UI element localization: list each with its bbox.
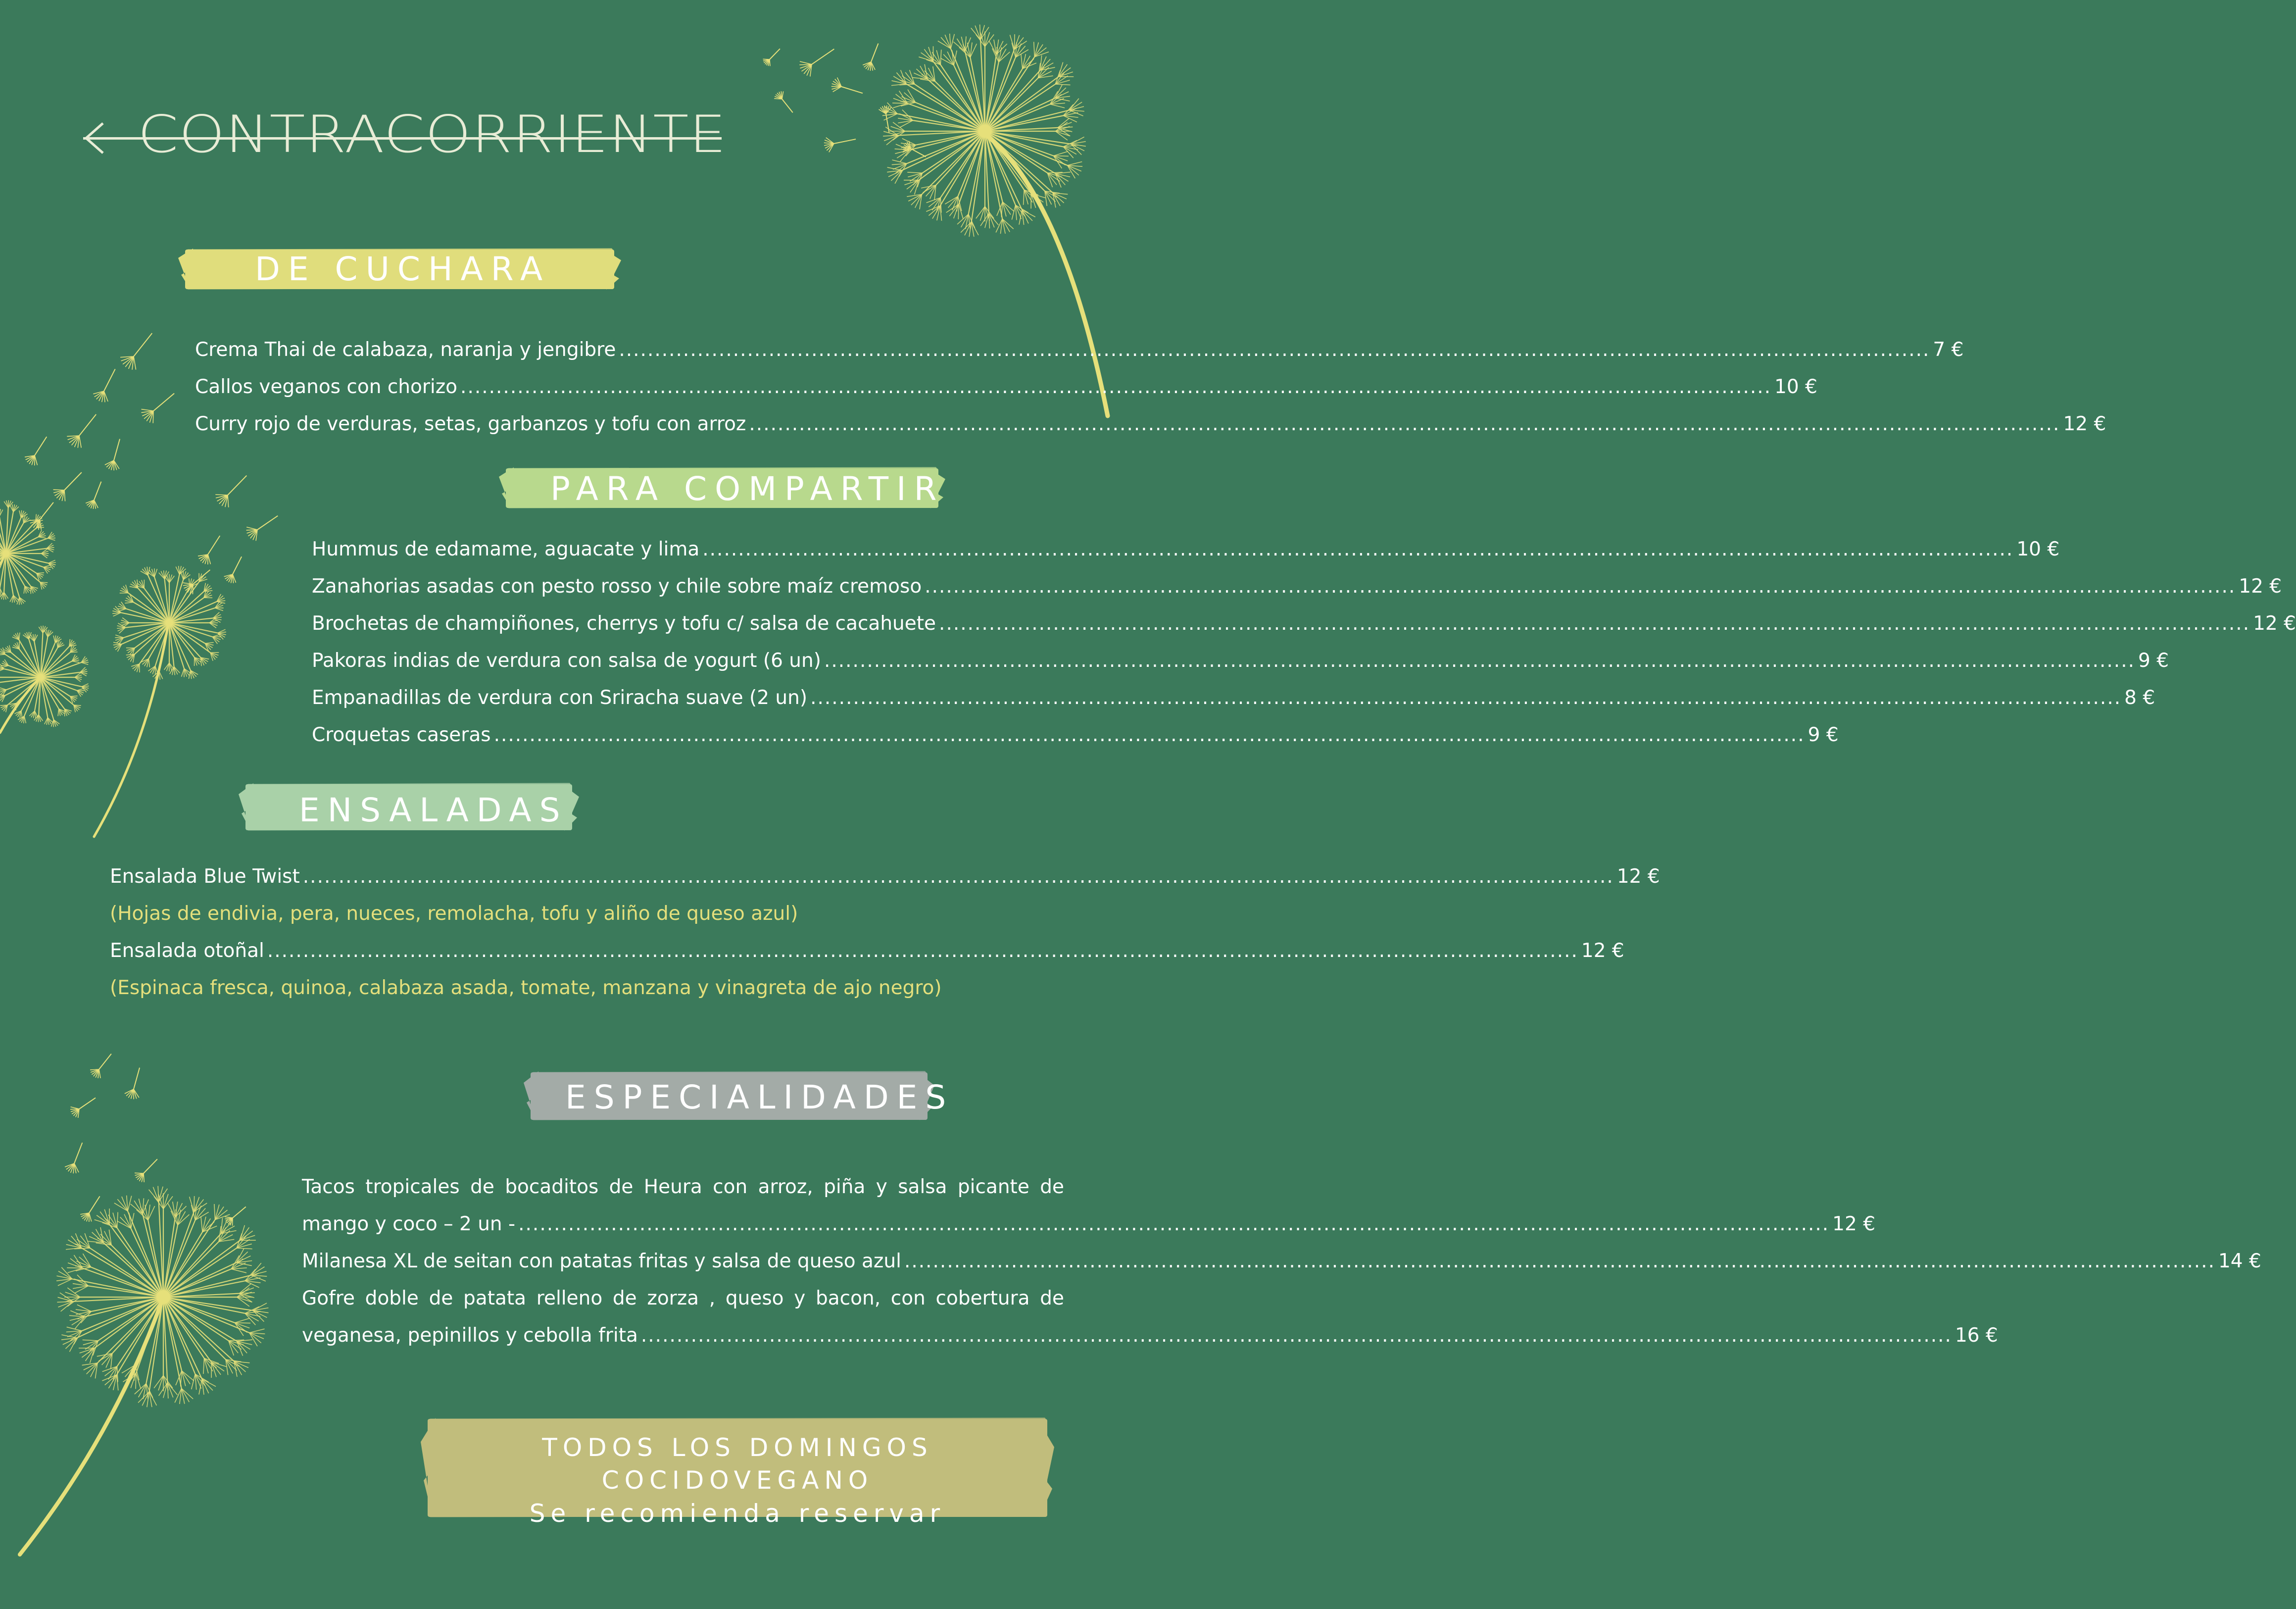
dandelion-seed — [879, 105, 891, 132]
banner-line-reservar: Se recomienda reservar — [529, 1499, 946, 1528]
menu-item — [302, 1249, 2261, 1274]
logo-text: CONTRACORRIENTE — [138, 104, 727, 164]
dandelion-seed — [90, 1054, 111, 1078]
item-price: 12 € — [2239, 575, 2282, 598]
leader-dots: ........................................................................................................................................................................................ — [810, 687, 2122, 709]
leader-dots: ........................................................................................................................................................................................ — [749, 413, 2060, 435]
item-name: Croquetas caseras — [312, 724, 491, 746]
dandelion-head — [0, 500, 56, 604]
item-name: Crema Thai de calabaza, naranja y jengibre — [195, 339, 616, 361]
item-name: mango y coco – 2 un - — [302, 1213, 516, 1235]
menu-item — [312, 723, 1839, 748]
leader-dots: ........................................................................................................................................................................................ — [939, 612, 2250, 635]
item-price: 7 € — [1933, 339, 1964, 361]
dandelion-seed — [93, 369, 115, 402]
menu-item — [302, 1212, 1876, 1237]
item-price: 8 € — [2124, 687, 2155, 709]
dandelion-seed — [224, 556, 242, 583]
leader-dots: ........................................................................................................................................................................................ — [518, 1213, 1830, 1235]
banner-line-cocido: COCIDOVEGANO — [601, 1466, 874, 1495]
dandelion-head — [882, 25, 1086, 237]
leader-dots: ........................................................................................................................................................................................ — [925, 575, 2236, 598]
item-price: 10 € — [2016, 538, 2060, 560]
item-name: Milanesa XL de seitan con patatas fritas y salsa de queso azul — [302, 1250, 901, 1272]
dandelion-head — [112, 566, 226, 680]
menu-item — [302, 1323, 1998, 1348]
item-name: Zanahorias asadas con pesto rosso y chile sobre maíz cremoso — [312, 575, 922, 598]
item-name: veganesa, pepinillos y cebolla frita — [302, 1324, 638, 1347]
dandelion-seed — [105, 439, 120, 471]
dandelion-seed — [120, 333, 152, 370]
item-price: 12 € — [2253, 612, 2296, 635]
dandelion-seed — [141, 394, 174, 423]
dandelion-seed — [831, 78, 863, 94]
dandelion-seed — [774, 91, 792, 112]
heading-para-compartir: PARA COMPARTIR — [550, 470, 945, 508]
item-price: 12 € — [1832, 1213, 1876, 1235]
leader-dots: ........................................................................................................................................................................................ — [267, 940, 1578, 962]
banner-line-domingos: TODOS LOS DOMINGOS — [542, 1433, 933, 1462]
menu-item — [312, 686, 2155, 710]
item-name: Pakoras indias de verdura con salsa de yogurt (6 un) — [312, 650, 821, 672]
heading-especialidades: ESPECIALIDADES — [565, 1078, 954, 1116]
dandelion-seed — [215, 476, 246, 507]
dandelion-seed — [198, 536, 220, 564]
item-price: 9 € — [2138, 650, 2169, 672]
menu-item — [195, 338, 1964, 362]
item-price: 10 € — [1774, 376, 1817, 398]
item-price: 14 € — [2218, 1250, 2261, 1272]
item-description: (Espinaca fresca, quinoa, calabaza asada, tomate, manzana y vinagreta de ajo negro) — [110, 977, 942, 999]
menu-item — [312, 611, 2296, 636]
dandelion-seed — [824, 138, 856, 152]
menu-item — [312, 537, 2060, 562]
dandelion-seed — [53, 472, 82, 501]
dandelion-stem — [20, 1297, 163, 1555]
heading-de-cuchara: DE CUCHARA — [255, 250, 551, 288]
leader-dots: ........................................................................................................................................................................................ — [619, 339, 1930, 361]
logo — [83, 101, 727, 176]
heading-ensaladas: ENSALADAS — [299, 791, 568, 829]
item-name: Empanadillas de verdura con Sriracha suave (2 un) — [312, 687, 808, 709]
item-price: 16 € — [1954, 1324, 1998, 1347]
item-name: Brochetas de champiñones, cherrys y tofu c/ salsa de cacahuete — [312, 612, 936, 635]
dandelion-seed — [799, 49, 834, 77]
leader-dots: ........................................................................................................................................................................................ — [824, 650, 2135, 672]
menu-item — [312, 574, 2282, 599]
dandelion-seed — [25, 437, 47, 465]
dandelion-seed — [125, 1068, 140, 1100]
dandelion-seed — [65, 1143, 82, 1173]
dandelion-seed — [763, 49, 780, 66]
item-price: 12 € — [1581, 940, 1624, 962]
dandelion-seed — [67, 414, 96, 448]
dandelion-seed — [863, 44, 878, 71]
dandelion-seed — [246, 516, 278, 541]
menu-item — [110, 864, 1660, 889]
leader-dots: ........................................................................................................................................................................................ — [493, 724, 1805, 746]
item-name-line: Gofre doble de patata relleno de zorza , queso y bacon, con cobertura de — [302, 1287, 1064, 1309]
dandelion-seed — [80, 1196, 99, 1222]
leader-dots: ........................................................................................................................................................................................ — [460, 376, 1772, 398]
item-name-line: Tacos tropicales de bocaditos de Heura con arroz, piña y salsa picante de — [302, 1176, 1064, 1198]
item-price: 12 € — [1616, 865, 1660, 888]
dandelion-seed — [135, 1159, 157, 1182]
item-price: 9 € — [1807, 724, 1839, 746]
item-name: Ensalada otoñal — [110, 940, 264, 962]
leader-dots: ........................................................................................................................................................................................ — [702, 538, 2014, 560]
menu-item — [195, 412, 2106, 437]
leader-dots: ........................................................................................................................................................................................ — [302, 865, 1614, 888]
item-name: Callos veganos con chorizo — [195, 376, 458, 398]
item-description: (Hojas de endivia, pera, nueces, remolacha, tofu y aliño de queso azul) — [110, 903, 798, 925]
dandelion-head — [56, 1186, 268, 1408]
dandelion-seed — [70, 1098, 96, 1117]
menu-item — [110, 939, 1624, 963]
menu-item — [312, 649, 2169, 673]
dandelion-seed — [86, 482, 101, 509]
leader-dots: ........................................................................................................................................................................................ — [904, 1250, 2215, 1272]
menu-item — [195, 375, 1817, 400]
item-name: Ensalada Blue Twist — [110, 865, 300, 888]
item-name: Curry rojo de verduras, setas, garbanzos y tofu con arroz — [195, 413, 746, 435]
dandelion-seed — [225, 1207, 245, 1225]
leader-dots: ........................................................................................................................................................................................ — [640, 1324, 1952, 1347]
item-name: Hummus de edamame, aguacate y lima — [312, 538, 700, 560]
item-price: 12 € — [2063, 413, 2106, 435]
